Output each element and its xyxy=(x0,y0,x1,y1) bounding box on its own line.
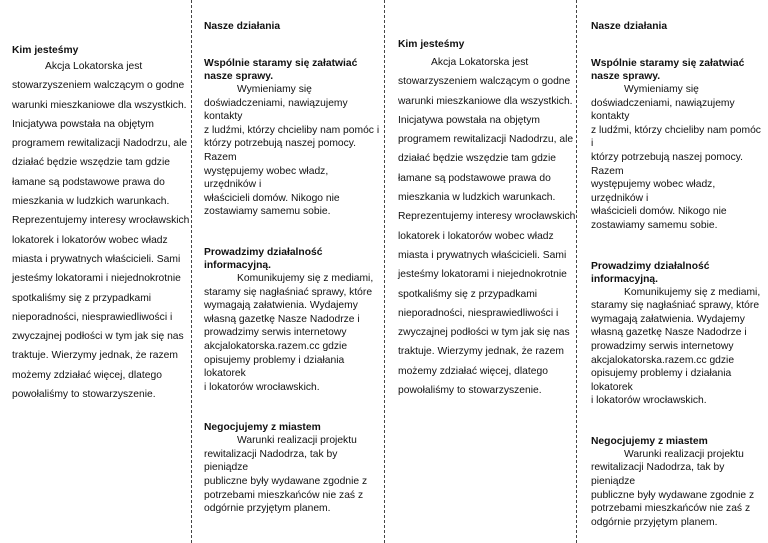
section-line: potrzebami mieszkańców nie zaś z xyxy=(591,503,751,515)
about-line: możemy zdziałać więcej, dlatego xyxy=(12,369,162,381)
section-line: występujemy wobec władz, urzędników i xyxy=(204,165,329,191)
about-line: działać będzie wszędzie tam gdzie xyxy=(398,153,556,165)
about-line: traktuje. Wierzymy jednak, że razem xyxy=(12,350,178,362)
section-information xyxy=(591,260,763,408)
about-line: łamane są podstawowe prawa do xyxy=(398,172,551,184)
about-line: stowarzyszeniem walczącym o godne xyxy=(12,80,185,92)
section-title: Wspólnie staramy się załatwiać xyxy=(591,58,745,69)
section-line: właścicieli domów. Nikogo nie xyxy=(591,206,727,218)
about-line: lokatorek i lokatorów wobec władz xyxy=(398,230,554,242)
about-line: powołaliśmy to stowarzyszenie. xyxy=(398,385,542,397)
about-line: możemy zdziałać więcej, dlatego xyxy=(398,365,548,377)
about-line: lokatorek i lokatorów wobec władz xyxy=(12,234,168,246)
section-line: publiczne były wydawane zgodnie z xyxy=(204,476,368,488)
about-panel-2 xyxy=(398,38,576,400)
actions-panel-1 xyxy=(204,20,382,516)
section-line: staramy się nagłaśniać sprawy, które xyxy=(204,286,373,298)
about-panel-1 xyxy=(12,44,190,404)
about-line: mieszkania w ludzkich warunkach. xyxy=(12,196,170,208)
section-line: rewitalizacji Nadodrza, tak by pieniądze xyxy=(204,448,338,474)
section-line: wymagają załatwienia. Wydajemy xyxy=(591,313,745,325)
section-line: Warunki realizacji projektu xyxy=(237,435,357,447)
section-negotiation xyxy=(591,435,763,530)
section-line: prowadzimy serwis internetowy xyxy=(591,340,734,352)
section-line: i lokatorów wrocławskich. xyxy=(591,395,707,407)
section-information xyxy=(204,246,382,394)
section-line: odgórnie przyjętym planem. xyxy=(204,503,331,515)
section-line: i lokatorów wrocławskich. xyxy=(204,381,320,393)
section-line: występujemy wobec władz, urzędników i xyxy=(591,179,716,204)
about-line: warunki mieszkaniowe dla wszystkich. xyxy=(398,95,573,107)
section-line: wymagają załatwienia. Wydajemy xyxy=(204,300,358,312)
about-line: spotkaliśmy się z przypadkami xyxy=(12,292,152,304)
section-title: Prowadzimy działalność informacyjną. xyxy=(204,246,323,271)
about-line: nieporadności, niesprawiedliwości i xyxy=(398,307,559,319)
about-line: łamane są podstawowe prawa do xyxy=(12,176,165,188)
section-title: nasze sprawy. xyxy=(204,71,274,82)
section-title: Negocjujemy z miastem xyxy=(204,422,321,434)
about-line: nieporadności, niesprawiedliwości i xyxy=(12,311,173,323)
section-line: którzy potrzebują naszej pomocy. Razem xyxy=(204,138,357,163)
about-line: programem rewitalizacji Nadodrzu, ale xyxy=(398,134,574,146)
about-line: Akcja Lokatorska jest xyxy=(431,57,529,68)
about-line: Akcja Lokatorska jest xyxy=(45,61,143,72)
section-line: rewitalizacji Nadodrza, tak by pieniądze xyxy=(591,462,725,488)
about-line: mieszkania w ludzkich warunkach. xyxy=(398,192,556,204)
section-line: Komunikujemy się z mediami, xyxy=(624,286,761,298)
section-negotiation xyxy=(204,421,382,516)
section-line: Wymieniamy się xyxy=(237,84,312,95)
section-title: Wspólnie staramy się załatwiać xyxy=(204,58,358,69)
section-line: z ludźmi, którzy chcieliby nam pomóc i xyxy=(204,124,380,136)
section-title: Negocjujemy z miastem xyxy=(591,435,708,447)
section-line: Warunki realizacji projektu xyxy=(624,448,744,460)
about-line: miasta i prywatnych właścicieli. Sami xyxy=(398,249,567,261)
fold-line xyxy=(191,0,192,543)
about-line: jesteśmy lokatorami i niejednokrotnie xyxy=(12,273,181,285)
about-line: Reprezentujemy interesy wrocławskich xyxy=(12,215,190,227)
about-line: programem rewitalizacji Nadodrzu, ale xyxy=(12,138,188,150)
about-line: stowarzyszeniem walczącym o godne xyxy=(398,76,571,88)
section-line: zostawiamy samemu sobie. xyxy=(204,206,331,218)
about-heading: Kim jesteśmy xyxy=(398,39,465,50)
actions-panel-2 xyxy=(591,20,763,529)
fold-line xyxy=(576,0,577,543)
section-cooperation xyxy=(591,57,763,233)
about-heading: Kim jesteśmy xyxy=(12,45,79,56)
section-line: z ludźmi, którzy chcieliby nam pomóc i xyxy=(591,124,761,150)
section-line: opisujemy problemy i działania lokatorek xyxy=(591,368,732,393)
section-line: własną gazetkę Nasze Nadodrze i xyxy=(591,327,747,339)
actions-heading: Nasze działania xyxy=(204,21,281,32)
actions-heading: Nasze działania xyxy=(591,21,668,32)
section-line: odgórnie przyjętym planem. xyxy=(591,516,718,528)
section-line: potrzebami mieszkańców nie zaś z xyxy=(204,489,364,501)
about-line: powołaliśmy to stowarzyszenie. xyxy=(12,389,156,401)
section-line: prowadzimy serwis internetowy xyxy=(204,327,347,339)
about-line: Inicjatywa powstała na objętym xyxy=(398,114,540,126)
section-title: Prowadzimy działalność informacyjną. xyxy=(591,260,710,285)
section-line: doświadczeniami, nawiązujemy kontakty xyxy=(591,97,735,123)
section-line: którzy potrzebują naszej pomocy. Razem xyxy=(591,151,744,177)
section-line: zostawiamy samemu sobie. xyxy=(591,219,718,231)
about-line: warunki mieszkaniowe dla wszystkich. xyxy=(12,99,187,111)
about-line: miasta i prywatnych właścicieli. Sami xyxy=(12,253,181,265)
section-cooperation xyxy=(204,57,382,219)
section-line: staramy się nagłaśniać sprawy, które xyxy=(591,300,760,312)
section-line: Komunikujemy się z mediami, xyxy=(237,272,374,284)
section-line: publiczne były wydawane zgodnie z xyxy=(591,489,755,501)
section-line: akcjalokatorska.razem.cc gdzie xyxy=(204,340,348,352)
about-line: spotkaliśmy się z przypadkami xyxy=(398,288,538,300)
about-line: traktuje. Wierzymy jednak, że razem xyxy=(398,346,564,358)
section-line: właścicieli domów. Nikogo nie xyxy=(204,192,340,204)
section-line: doświadczeniami, nawiązujemy kontakty xyxy=(204,97,348,123)
fold-line xyxy=(384,0,385,543)
about-line: działać będzie wszędzie tam gdzie xyxy=(12,157,170,169)
about-line: Inicjatywa powstała na objętym xyxy=(12,118,154,130)
about-line: zwyczajnej podłości w tym jak się nas xyxy=(398,327,570,339)
section-line: własną gazetkę Nasze Nadodrze i xyxy=(204,313,360,325)
about-line: zwyczajnej podłości w tym jak się nas xyxy=(12,331,184,343)
section-line: Wymieniamy się xyxy=(624,84,699,95)
section-line: akcjalokatorska.razem.cc gdzie xyxy=(591,354,735,366)
section-line: opisujemy problemy i działania lokatorek xyxy=(204,354,345,380)
about-line: Reprezentujemy interesy wrocławskich xyxy=(398,211,576,223)
about-line: jesteśmy lokatorami i niejednokrotnie xyxy=(398,269,567,281)
section-title: nasze sprawy. xyxy=(591,71,661,82)
